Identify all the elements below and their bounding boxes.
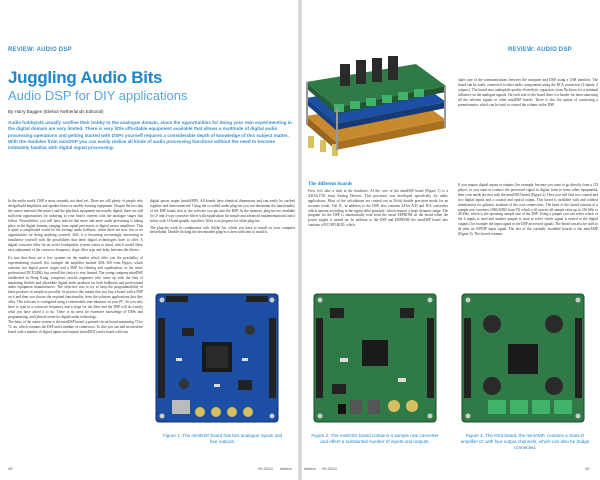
right-page [300, 0, 600, 480]
article-subhead: Audio DSP for DIY applications [8, 88, 188, 103]
article-headline: Juggling Audio Bits [8, 68, 163, 87]
intro-paragraph: Audio hobbyists usually confine their hobby to the analogue domain, since the opportunities for doing your own experimenting in the digital domain are very limited. There is very little affordable equipment available that allows a multitude of digital audio processing operations and getting started with DSPs yourself requires a considerable depth of knowledge of this subject matter. With the modules from miniDSP you can easily realise all kinds of audio processing functions without the need to become intimately familiar with digital signal processing. [8, 120, 292, 151]
paragraph: digital power stages (miniAMP). All boards have identical dimensions and can easily be stacked together and interconnected. Using the so-called audio plug-ins you can determine the functionality of the DSP board, that is, the software you put into the DSP. At the moment, plug-ins are available for 2- and 4-way crossover filters with equalisation (in simple and advanced implementations) and a mixer with 31-band graphic equaliser. Work is in progress for other plug-ins. [150, 199, 295, 223]
paragraph: First, let's take a look at the hardware. At the core of the miniDSP board (Figure 1) is a ADAU1701 from Analog Devices. This processor was developed specifically for audio applications. Most of the calculations are carried out in 56-bit double precision mode for an accurate result. The IC, in addition to the DSP, also contains 24-bit A/D and D/A converters which operate according to the sigma-delta principle, which ensures a large dynamic range. The program for the DSP is automatically read from the serial EEPROM on the board when the power supply it turned on. In addition to the DSP and EEPROM the miniDSP board also contains a PIC18F14K50, which [308, 188, 448, 228]
paragraph: In the audio world, DSP is most certainly not dead yet. There are still plenty of people who design/build amplifiers and speaker boxes or modify existing equipment. Despite the fact that the source material (the music) and the playback equipment are usually digital, there are still sufficient opportunities for tinkering to your heart's content with the analogue stages that follow. Nevertheless, you will have noticed that more and more audio processing is taking place in the digital domain, ranging from signal processors to digital power amplifiers. This is quite a complicated world for the average audio hobbyist, where there are now few or no opportunities for doing anything yourself. Still, it is becoming increasingly interesting to familiarise yourself with the possibilities that these digital technologies have to offer. A digital crossover filter for an active loudspeaker system comes to mind, which would allow easy adjustment of the crossover frequency, slope, filter type and delay between the drivers. [8, 199, 143, 253]
paragraph: If you require digital inputs or outputs (for example, because you want to go directly from a CD player, or you want to connect the processed signal in digital form to some other equipment), then your needs are met with the miniDIGI board (Figure 2). Here you will find two coaxial and two digital inputs and a coaxial and optical output. This board is available with and without transformers for galvanic isolation of the coax connections. The heart of this board consists of a sample rate converter (SRC4382I from TI) which will convert all sample rates up to 216 kHz to 48 kHz, which is the operating sample rate of the DSP. Using a jumper you can select which of the 4 inputs is used and another jumper is used to select which signal is routed to the digital outputs (for example the input signal or the DSP processed signal). The board can also be used to de-jitter an S/PDIF input signal. The last of the currently available boards is the miniAMP (Figure 3). This board contains [458, 183, 598, 237]
body-column-top: takes care of the communications between the computer and DSP, using a USB interface. The board can be easily connected to other audio components using the RCA connectors (2 inputs, 4 outputs). The board uses audiophile quality electrolytic capacitors from Nichicon for a minimal influence on the analogue signals. On each side of the board there is a header for interconnecting all the relevant signals to other miniDSP boards. There is also the option of connecting a potentiometer, which can be used to control the volume in the DSP. [458, 78, 598, 107]
issue-date: 09-2010 [258, 466, 273, 471]
page-number: 48 [8, 466, 13, 471]
figure-2-minidigi-board-photo [310, 288, 440, 428]
paragraph: The basis of the entire system is the miniDSP board, a printed circuit board measuring 72 by 72 cm, which contains the DSP and a number of connectors. To this you can add an interface board with a number of digital inputs and outputs (miniDIGI) and a board with four [8, 319, 143, 334]
figure-1-caption: Figure 1. The miniDSP board has two analogue inputs and four outputs. [162, 433, 283, 444]
page-gutter [298, 0, 302, 480]
figure-3-caption: Figure 3. The third board, the miniAMP, contains a class-D amplifier IC with four output channels, which can also be bridge connected. [460, 433, 590, 450]
body-column-2 [150, 199, 295, 235]
figure-3-miniamp-board-photo [458, 288, 588, 428]
section-heading: The different boards [308, 182, 353, 187]
body-column-4 [458, 183, 598, 237]
figure-2-caption: Figure 2. The miniDIGI board contains a sample rate converter and offers a substantial number of inputs and outputs. [311, 433, 439, 444]
page-number: 49 [585, 466, 590, 471]
body-column-1 [8, 199, 143, 334]
byline: By Harry Baggen (Elektor Netherlands Editorial) [8, 109, 104, 114]
magazine-brand: elektor [304, 466, 317, 471]
section-label: REVIEW: AUDIO DSP [8, 47, 72, 53]
magazine-brand: elektor [280, 466, 293, 471]
stacked-boards-photo [300, 46, 450, 174]
paragraph: The plug-ins work in combination with Adobe Air, which you have to install on your computer beforehand. Double-clicking the downloaded plug-in is then sufficient to install it. [150, 225, 295, 235]
body-column-3 [308, 183, 448, 228]
issue-date: 09-2010 [322, 466, 337, 471]
figure-1-minidsp-board-photo [152, 288, 282, 428]
paragraph: It's true that there are a few systems on the market which offer you the possibility of experimenting yourself (for example the amplifier module ADL-100 from Hypex, which contains two digital power stages and a DSP for filtering and equalisation, or the semi-professional DCX2496), but overall the choice is very limited. The young company miniDSP, established in Hong Kong, comprises several engineers who came up with the idea of marketing flexible and affordable digital audio products for both hobbyists and professional audio equipment manufacturers. The objective was to try to keep the programmability of these products as simple as possible. In practice this means that you buy a board with a DSP on it and then you choose the required functionality from the software applications that they offer. This software is configured using a comfortable user-interface on your PC. So you only have to type in a crossover frequency and a slope for the filter and the DSP will do exactly what you have asked it to do. There is no need for extensive knowledge of DSPs and programming, and (almost) none for digital audio technology. [8, 255, 143, 319]
section-label: REVIEW: AUDIO DSP [508, 47, 572, 53]
